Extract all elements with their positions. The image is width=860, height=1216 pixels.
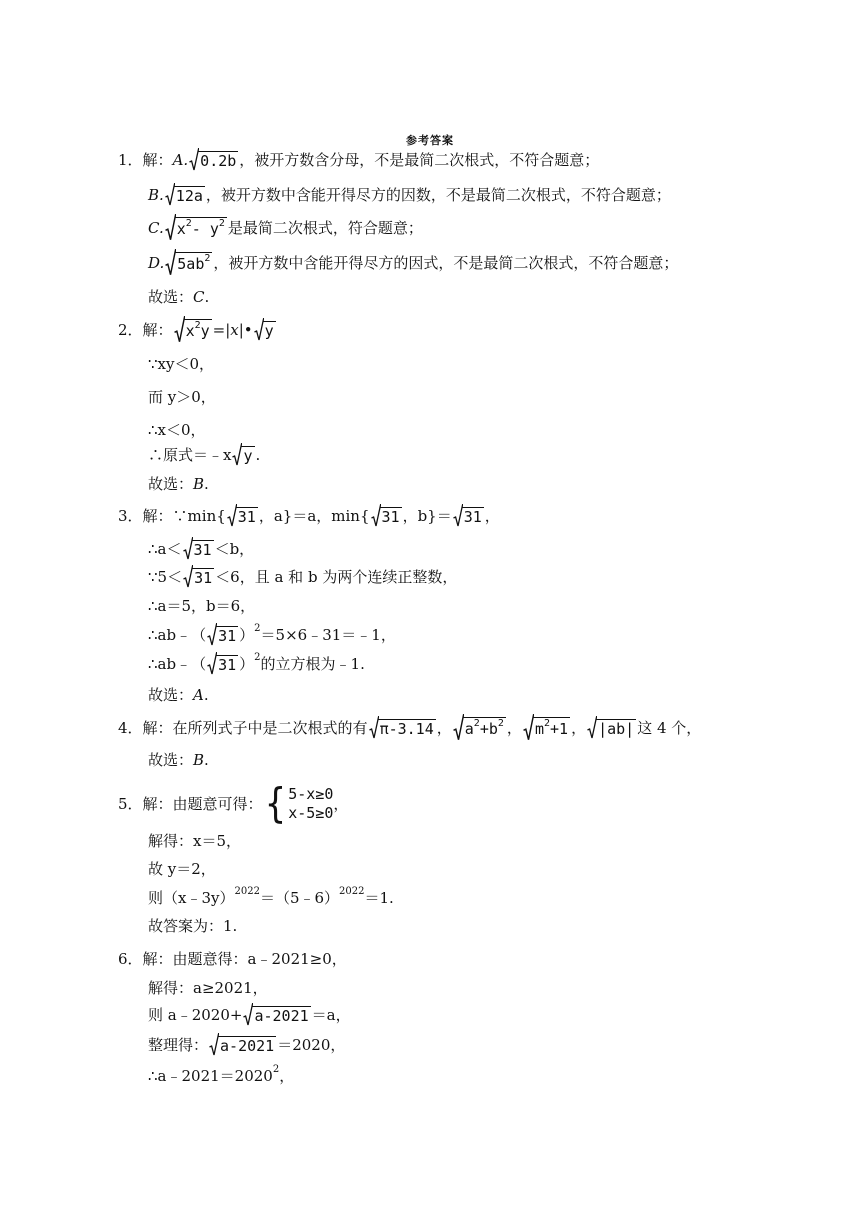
- radicand-part: +b: [479, 719, 498, 738]
- text: ）: [239, 626, 255, 644]
- answer-choice: B: [193, 475, 205, 493]
- q6-line-3: [148, 1003, 351, 1027]
- q1-line-4: [148, 251, 678, 275]
- text: ，a}＝a，min{: [258, 507, 370, 525]
- q2-answer: [148, 472, 209, 496]
- text: ∵5＜: [148, 568, 183, 586]
- exponent: 2: [254, 623, 261, 634]
- exponent: 2: [473, 717, 480, 729]
- q6-line-2: 解得：a≥2021，: [148, 979, 268, 997]
- sqrt-expression: [183, 537, 214, 561]
- text: =|x|•: [212, 321, 253, 339]
- inequality: 5-x≥0: [288, 785, 334, 803]
- sqrt-expression: [371, 504, 402, 528]
- q3-line-3: [148, 565, 457, 589]
- q5-line-3: 故 y＝2，: [148, 860, 216, 878]
- inequality: x-5≥0: [288, 804, 334, 822]
- text: 故选：: [148, 751, 194, 769]
- radicand: y: [264, 321, 274, 340]
- radicand: [533, 717, 570, 740]
- sqrt-expression: [453, 504, 484, 528]
- text: ＝2020，: [277, 1036, 346, 1054]
- sqrt-expression: [232, 443, 254, 467]
- q5-line-1: [118, 780, 349, 828]
- answer-choice: A: [193, 686, 204, 704]
- sqrt-expression: [183, 565, 214, 589]
- radicand: |ab|: [598, 719, 635, 738]
- q2-line-5: [148, 443, 260, 467]
- text: ）: [239, 655, 255, 673]
- radicand-part: x: [185, 321, 195, 340]
- q6-line-1: [118, 947, 347, 971]
- text: ＝a，: [311, 1006, 351, 1024]
- text: ＝1.: [364, 889, 394, 907]
- sqrt-expression: [227, 504, 258, 528]
- text: ∴ab﹣（: [148, 626, 207, 644]
- exponent: 2: [204, 252, 211, 264]
- sqrt-expression: [165, 214, 227, 242]
- text: .: [204, 288, 210, 306]
- text: 则 a﹣2020+: [148, 1006, 243, 1024]
- text: 解：在所列式子中是二次根式的有: [142, 719, 368, 737]
- radicand-part: - y: [191, 219, 219, 238]
- text: 的立方根为﹣1.: [260, 655, 365, 673]
- q1-line-1: [118, 148, 599, 172]
- text: ，被开方数含分母，不是最简二次根式，不符合题意；: [239, 151, 600, 169]
- radicand: 31: [218, 626, 237, 645]
- exponent: 2022: [234, 886, 260, 897]
- text: .: [204, 751, 209, 769]
- radicand-part: 5ab: [177, 254, 205, 273]
- question-number: 5．: [118, 795, 143, 813]
- text: 解：: [142, 321, 173, 339]
- option-label: A.: [172, 151, 189, 169]
- text: 这 4 个，: [637, 719, 702, 737]
- sqrt-expression: [174, 316, 212, 344]
- q5-line-2: 解得：x＝5，: [148, 832, 242, 850]
- radicand: y: [243, 446, 253, 465]
- text: 是最简二次根式，符合题意；: [227, 219, 423, 237]
- radicand: 31: [218, 655, 237, 674]
- q5-line-4: [148, 886, 394, 910]
- exponent: 2: [218, 217, 225, 229]
- text: 整理得：: [148, 1036, 209, 1054]
- q4-line-1: [118, 716, 701, 740]
- text: ＜b，: [214, 540, 255, 558]
- question-number: 2．: [118, 321, 143, 339]
- exponent: 2: [254, 652, 261, 663]
- radicand: 31: [381, 507, 400, 526]
- q3-line-1: [118, 504, 500, 528]
- text: ，: [333, 795, 349, 813]
- radicand: a-2021: [220, 1036, 275, 1055]
- text: .: [204, 475, 209, 493]
- sqrt-expression: [165, 183, 205, 207]
- option-label: C.: [148, 219, 164, 237]
- sqrt-expression: [209, 1033, 276, 1057]
- sqrt-expression: [453, 714, 506, 742]
- text: ∴a＜: [148, 540, 182, 558]
- q6-line-4: [148, 1033, 345, 1057]
- sqrt-expression: [369, 716, 436, 740]
- radicand: 31: [463, 507, 482, 526]
- exponent: 2: [543, 717, 550, 729]
- question-number: 3．: [118, 507, 143, 525]
- question-number: 4．: [118, 719, 143, 737]
- exponent: 2: [272, 1064, 280, 1075]
- radicand: [184, 319, 212, 342]
- radicand: 12a: [175, 186, 203, 205]
- q3-line-6: [148, 652, 365, 676]
- q2-line-1: [118, 318, 277, 342]
- q1-line-3: [148, 216, 423, 240]
- radicand: [175, 252, 212, 275]
- q1-line-2: [148, 183, 671, 207]
- q1-answer: [148, 285, 209, 309]
- sqrt-expression: [243, 1003, 310, 1027]
- text: ，: [436, 719, 452, 737]
- radicand-part: +1: [550, 719, 569, 738]
- page-title: 参考答案: [406, 134, 454, 147]
- text: ，: [484, 507, 500, 525]
- option-label: B.: [148, 186, 164, 204]
- q6-line-5: [148, 1064, 294, 1088]
- question-number: 1．: [118, 151, 143, 169]
- text: ＝（5﹣6）: [259, 889, 340, 907]
- text: ，被开方数中含能开得尽方的因式，不是最简二次根式，不符合题意；: [213, 254, 679, 272]
- radicand-part: a: [464, 719, 474, 738]
- sqrt-expression: [207, 652, 238, 676]
- sqrt-expression: [587, 716, 636, 740]
- text: ，: [279, 1067, 295, 1085]
- q3-answer: [148, 683, 209, 707]
- sqrt-expression: [523, 714, 570, 742]
- q4-answer: [148, 748, 209, 772]
- text: .: [255, 446, 261, 464]
- text: ∴a﹣2021＝2020: [148, 1067, 273, 1085]
- sqrt-expression: [165, 249, 212, 277]
- q2-line-2: ∵xy＜0，: [148, 355, 215, 373]
- equation-system: [264, 780, 334, 828]
- exponent: 2: [194, 319, 201, 331]
- text: 故选：: [148, 288, 194, 306]
- radicand: 0.2b: [200, 151, 237, 170]
- text: ，b}＝: [402, 507, 452, 525]
- radicand: π-3.14: [379, 719, 434, 738]
- option-label: D.: [148, 254, 165, 272]
- text: 故选：: [148, 475, 194, 493]
- exponent: 2022: [339, 886, 365, 897]
- text: 解：由题意得：a﹣2021≥0，: [142, 950, 347, 968]
- sqrt-expression: [207, 623, 238, 647]
- radicand: [463, 717, 506, 740]
- radicand: a-2021: [254, 1006, 309, 1025]
- sqrt-expression: [189, 148, 238, 172]
- text: ，: [506, 719, 522, 737]
- radicand: [175, 217, 227, 240]
- q2-line-4: ∴x＜0，: [148, 421, 206, 439]
- text: ＜6，且 a 和 b 为两个连续正整数，: [215, 568, 458, 586]
- exponent: 2: [497, 717, 504, 729]
- radicand: 31: [237, 507, 256, 526]
- radicand-part: m: [534, 719, 544, 738]
- text: 解：∵min{: [142, 507, 226, 525]
- q3-line-2: [148, 537, 254, 561]
- text: ，被开方数中含能开得尽方的因数，不是最简二次根式，不符合题意；: [205, 186, 671, 204]
- text: 解：由题意可得：: [142, 795, 263, 813]
- text: ，: [571, 719, 587, 737]
- question-number: 6．: [118, 950, 143, 968]
- text: 解：: [142, 151, 173, 169]
- radicand: 31: [193, 540, 212, 559]
- exponent: 2: [185, 217, 192, 229]
- text: 则（x﹣3y）: [148, 889, 235, 907]
- text: ∴原式＝﹣x: [148, 446, 232, 464]
- text: .: [203, 686, 209, 704]
- text: ＝5×6﹣31＝﹣1，: [260, 626, 396, 644]
- q5-line-5: 故答案为：1.: [148, 917, 238, 935]
- radicand: 31: [194, 568, 213, 587]
- q2-line-3: 而 y＞0，: [148, 388, 216, 406]
- text: ∴ab﹣（: [148, 655, 207, 673]
- q3-line-5: [148, 623, 396, 647]
- q3-line-4: ∴a＝5，b＝6，: [148, 597, 256, 615]
- text: 故选：: [148, 686, 194, 704]
- answer-choice: C: [193, 288, 205, 306]
- answer-choice: B: [193, 751, 205, 769]
- system-rows: [288, 785, 333, 823]
- brace-symbol: {: [264, 780, 287, 828]
- radicand-part: y: [200, 321, 210, 340]
- radicand-part: x: [176, 219, 186, 238]
- sqrt-expression: [254, 318, 276, 342]
